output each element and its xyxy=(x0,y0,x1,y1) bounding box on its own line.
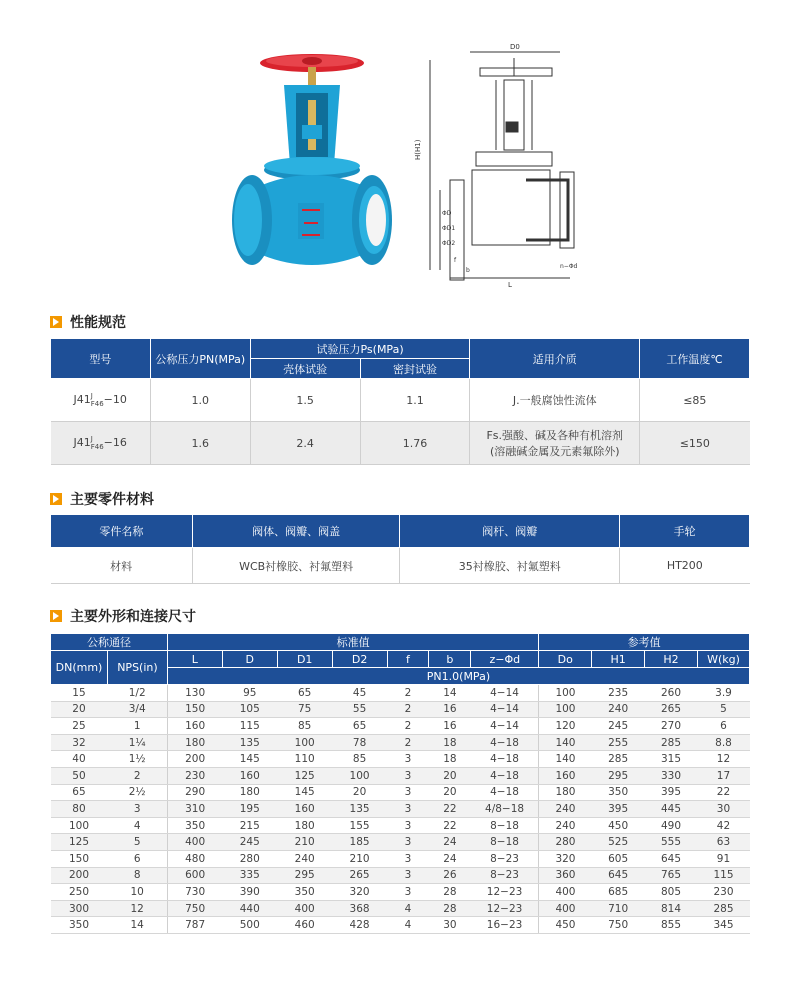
table-cell: 3 xyxy=(387,784,429,801)
table-cell: 730 xyxy=(167,884,222,901)
table-cell: 130 xyxy=(167,685,222,702)
table-cell: 765 xyxy=(645,867,698,884)
table-cell: 4 xyxy=(107,817,167,834)
table-cell: 78 xyxy=(332,734,387,751)
table-cell: 400 xyxy=(539,900,592,917)
table-row xyxy=(51,884,750,901)
table-cell: 2 xyxy=(107,767,167,784)
table-cell: 750 xyxy=(592,917,645,934)
table-cell: 180 xyxy=(277,817,332,834)
table-cell: 8.8 xyxy=(697,734,749,751)
table-cell: 4−18 xyxy=(471,767,539,784)
table-cell: 65 xyxy=(51,784,108,801)
table-cell: 285 xyxy=(592,751,645,768)
label-l: L xyxy=(508,281,512,289)
table-cell: 450 xyxy=(539,917,592,934)
label-d: ΦD xyxy=(442,210,452,217)
table-cell: 3 xyxy=(387,834,429,851)
table-cell: 24 xyxy=(429,850,471,867)
table-row xyxy=(51,701,750,718)
table-cell: 18 xyxy=(429,734,471,751)
table-cell: 480 xyxy=(167,850,222,867)
header-nominal: 公称通径 xyxy=(51,634,168,651)
table-cell: 2 xyxy=(387,701,429,718)
table-cell: 50 xyxy=(51,767,108,784)
arrow-icon xyxy=(50,493,62,505)
table-cell: 3 xyxy=(387,801,429,818)
table-cell: 55 xyxy=(332,701,387,718)
table-cell: 4−14 xyxy=(471,718,539,735)
table-cell: 85 xyxy=(332,751,387,768)
table-cell: 350 xyxy=(592,784,645,801)
table-cell: 28 xyxy=(429,884,471,901)
table-cell: 440 xyxy=(222,900,277,917)
header-seal: 密封试验 xyxy=(360,359,470,379)
table-cell: 4−18 xyxy=(471,751,539,768)
table-cell: 18 xyxy=(429,751,471,768)
table-cell: 240 xyxy=(539,801,592,818)
table-row xyxy=(51,867,750,884)
table-cell: 215 xyxy=(222,817,277,834)
table-cell: 195 xyxy=(222,801,277,818)
table-cell: 350 xyxy=(51,917,108,934)
table-cell: 160 xyxy=(167,718,222,735)
product-images xyxy=(0,0,800,295)
table-cell: 135 xyxy=(332,801,387,818)
table-row xyxy=(51,751,750,768)
table-cell: 500 xyxy=(222,917,277,934)
table-cell: 330 xyxy=(645,767,698,784)
section-material-title: 主要零件材料 xyxy=(50,489,154,509)
table-cell: 20 xyxy=(51,701,108,718)
table-cell: 16 xyxy=(429,701,471,718)
table-cell: 135 xyxy=(222,734,277,751)
section-dimension-title: 主要外形和连接尺寸 xyxy=(50,606,196,626)
table-cell: 12−23 xyxy=(471,900,539,917)
table-cell: 180 xyxy=(167,734,222,751)
table-cell: 25 xyxy=(51,718,108,735)
table-cell: 395 xyxy=(592,801,645,818)
table-cell: 145 xyxy=(222,751,277,768)
table-cell: 240 xyxy=(539,817,592,834)
table-cell: 600 xyxy=(167,867,222,884)
table-cell: 320 xyxy=(539,850,592,867)
table-cell: 1¼ xyxy=(107,734,167,751)
table-cell: 8 xyxy=(107,867,167,884)
label-d0: D0 xyxy=(510,43,520,51)
table-row xyxy=(51,784,750,801)
table-cell: 2 xyxy=(387,718,429,735)
table-cell: 160 xyxy=(277,801,332,818)
label-b: b xyxy=(466,267,470,274)
table-cell: 85 xyxy=(277,718,332,735)
header-pn-class: PN1.0(MPa) xyxy=(167,668,749,685)
table-cell: 645 xyxy=(645,850,698,867)
label-d1: ΦD1 xyxy=(442,225,456,232)
header-nps: NPS(in) xyxy=(107,651,167,685)
table-cell: 125 xyxy=(51,834,108,851)
table-cell: 315 xyxy=(645,751,698,768)
table-row xyxy=(51,850,750,867)
table-cell: 3 xyxy=(107,801,167,818)
section-performance-title: 性能规范 xyxy=(50,312,126,332)
header-reference: 参考值 xyxy=(539,634,750,651)
dimension-table-body xyxy=(51,685,750,934)
table-cell: 460 xyxy=(277,917,332,934)
table-cell: 265 xyxy=(645,701,698,718)
table-cell: 10 xyxy=(107,884,167,901)
table-cell: 12 xyxy=(107,900,167,917)
table-cell: 140 xyxy=(539,751,592,768)
table-cell: 1 xyxy=(107,718,167,735)
table-cell: 350 xyxy=(277,884,332,901)
header-ps: 试验压力Ps(MPa) xyxy=(250,339,470,359)
table-cell: 4−18 xyxy=(471,734,539,751)
table-cell: 280 xyxy=(222,850,277,867)
table-cell: 6 xyxy=(107,850,167,867)
performance-table xyxy=(50,338,750,465)
table-cell: 110 xyxy=(277,751,332,768)
table-cell: 3 xyxy=(387,850,429,867)
header-medium: 适用介质 xyxy=(470,339,640,379)
table-cell: 4/8−18 xyxy=(471,801,539,818)
table-cell: 20 xyxy=(332,784,387,801)
table-cell: 285 xyxy=(697,900,749,917)
table-cell: 250 xyxy=(51,884,108,901)
table-cell: 3/4 xyxy=(107,701,167,718)
table-cell: 16−23 xyxy=(471,917,539,934)
table-cell: 245 xyxy=(592,718,645,735)
table-cell: 3 xyxy=(387,867,429,884)
arrow-icon xyxy=(50,610,62,622)
table-row xyxy=(51,767,750,784)
table-cell: 40 xyxy=(51,751,108,768)
table-cell: 310 xyxy=(167,801,222,818)
table-cell: 390 xyxy=(222,884,277,901)
table-cell: 150 xyxy=(167,701,222,718)
table-cell: 805 xyxy=(645,884,698,901)
table-cell: 4−18 xyxy=(471,784,539,801)
table-cell: 295 xyxy=(592,767,645,784)
table-cell: 2 xyxy=(387,685,429,702)
table-cell: 450 xyxy=(592,817,645,834)
table-cell: 80 xyxy=(51,801,108,818)
table-cell: 645 xyxy=(592,867,645,884)
table-cell: 14 xyxy=(107,917,167,934)
table-cell: 145 xyxy=(277,784,332,801)
table-cell: 814 xyxy=(645,900,698,917)
label-f: f xyxy=(454,257,457,264)
table-cell: 22 xyxy=(697,784,749,801)
table-cell: 100 xyxy=(539,701,592,718)
table-cell: 42 xyxy=(697,817,749,834)
table-cell: 15 xyxy=(51,685,108,702)
header-shell: 壳体试验 xyxy=(250,359,360,379)
table-cell: 1/2 xyxy=(107,685,167,702)
table-cell: 160 xyxy=(539,767,592,784)
table-cell: 5 xyxy=(697,701,749,718)
table-cell: 2½ xyxy=(107,784,167,801)
material-table: 零件名称 阀体、阀瓣、阀盖 阀杆、阀瓣 手轮 材料 WCB衬橡胶、衬氟塑料 35衬橡胶、衬氟塑料 HT200 xyxy=(50,514,750,584)
table-cell: 120 xyxy=(539,718,592,735)
table-cell: 1½ xyxy=(107,751,167,768)
table-cell: 345 xyxy=(697,917,749,934)
table-cell: 180 xyxy=(539,784,592,801)
table-cell: 4−14 xyxy=(471,701,539,718)
arrow-icon xyxy=(50,316,62,328)
table-cell: 3 xyxy=(387,767,429,784)
table-cell: 180 xyxy=(222,784,277,801)
table-cell: 368 xyxy=(332,900,387,917)
table-cell: 100 xyxy=(277,734,332,751)
header-standard: 标准值 xyxy=(167,634,538,651)
table-cell: 555 xyxy=(645,834,698,851)
table-row: J41 J F46 −16 1.6 2.4 1.76 Fs.强酸、碱及各种有机溶剂 (溶融碱金属及元素氟除外) ≤150 xyxy=(51,422,750,465)
table-row xyxy=(51,734,750,751)
table-row xyxy=(51,718,750,735)
table-cell: 235 xyxy=(592,685,645,702)
table-cell: 200 xyxy=(51,867,108,884)
table-cell: 105 xyxy=(222,701,277,718)
table-cell: 8−23 xyxy=(471,867,539,884)
table-cell: 490 xyxy=(645,817,698,834)
table-cell: 63 xyxy=(697,834,749,851)
table-cell: 295 xyxy=(277,867,332,884)
table-cell: 100 xyxy=(539,685,592,702)
table-cell: 285 xyxy=(645,734,698,751)
table-row xyxy=(51,685,750,702)
table-row xyxy=(51,900,750,917)
table-cell: 3.9 xyxy=(697,685,749,702)
valve-drawing xyxy=(410,40,590,290)
table-row xyxy=(51,834,750,851)
table-cell: 395 xyxy=(645,784,698,801)
header-model: 型号 xyxy=(51,339,151,379)
table-cell: 428 xyxy=(332,917,387,934)
header-dn: DN(mm) xyxy=(51,651,108,685)
table-cell: 245 xyxy=(222,834,277,851)
table-cell: 6 xyxy=(697,718,749,735)
table-cell: 28 xyxy=(429,900,471,917)
dimension-table: 公称通径 标准值 参考值 DN(mm) NPS(in) L D D1 D2 f b z−Φd Do H1 H2 W(kg) PN1.0(MPa) 15 1/2 130 95 65 45 2 14 4−14 100 235 260 3.9 20 3/4 150 105 75 55 2 16 4−14 100 240 265 5 25 1 160 115 85 65 2 16 4−14 120 245 270 6 32 1¼ 180 135 100 78 2 18 4−18 140 255 285 8.8 40 1½ 200 145 110 85 3 18 4−18 140 285 315 12 50 2 230 160 125 100 3 20 4−18 160 295 330 17 65 2½ 290 180 145 20 3 20 4−18 180 350 395 22 80 3 310 195 160 135 3 22 4/8−18 240 395 445 30 100 4 350 215 180 155 3 22 8−18 240 450 490 42 125 5 400 245 210 185 3 24 8−18 280 525 555 63 150 6 480 280 240 210 3 24 8−23 320 605 645 91 200 8 600 335 295 265 3 26 8−23 360 645 765 115 250 10 730 390 350 320 3 28 12−23 400 685 805 230 300 12 750 440 400 368 4 28 12−23 400 710 814 285 350 14 787 500 460 428 4 30 16−23 450 750 855 345 xyxy=(50,633,750,934)
table-cell: 445 xyxy=(645,801,698,818)
table-cell: 20 xyxy=(429,784,471,801)
table-cell: 125 xyxy=(277,767,332,784)
table-cell: 8−18 xyxy=(471,834,539,851)
table-cell: 65 xyxy=(277,685,332,702)
table-cell: 320 xyxy=(332,884,387,901)
table-cell: 65 xyxy=(332,718,387,735)
table-cell: 2 xyxy=(387,734,429,751)
table-cell: 750 xyxy=(167,900,222,917)
table-cell: 8−18 xyxy=(471,817,539,834)
table-cell: 140 xyxy=(539,734,592,751)
table-cell: 855 xyxy=(645,917,698,934)
table-row: 材料 WCB衬橡胶、衬氟塑料 35衬橡胶、衬氟塑料 HT200 xyxy=(51,548,750,584)
table-cell: 280 xyxy=(539,834,592,851)
table-cell: 240 xyxy=(277,850,332,867)
table-cell: 12−23 xyxy=(471,884,539,901)
model-cell: J41 J F46 −16 xyxy=(51,422,151,465)
table-cell: 400 xyxy=(539,884,592,901)
table-cell: 4−14 xyxy=(471,685,539,702)
table-cell: 4 xyxy=(387,917,429,934)
table-cell: 12 xyxy=(697,751,749,768)
table-cell: 95 xyxy=(222,685,277,702)
table-cell: 290 xyxy=(167,784,222,801)
table-cell: 200 xyxy=(167,751,222,768)
table-cell: 525 xyxy=(592,834,645,851)
table-cell: 3 xyxy=(387,751,429,768)
label-d2: ΦD2 xyxy=(442,240,456,247)
table-cell: 115 xyxy=(697,867,749,884)
model-cell: J41 J F46 −10 xyxy=(51,379,151,422)
table-cell: 100 xyxy=(51,817,108,834)
table-cell: 26 xyxy=(429,867,471,884)
table-cell: 240 xyxy=(592,701,645,718)
table-cell: 17 xyxy=(697,767,749,784)
table-cell: 30 xyxy=(429,917,471,934)
table-cell: 24 xyxy=(429,834,471,851)
table-cell: 22 xyxy=(429,817,471,834)
table-cell: 255 xyxy=(592,734,645,751)
table-cell: 400 xyxy=(277,900,332,917)
table-cell: 605 xyxy=(592,850,645,867)
table-cell: 160 xyxy=(222,767,277,784)
table-cell: 155 xyxy=(332,817,387,834)
valve-photo xyxy=(222,45,402,285)
table-cell: 185 xyxy=(332,834,387,851)
table-cell: 787 xyxy=(167,917,222,934)
table-cell: 230 xyxy=(697,884,749,901)
table-cell: 30 xyxy=(697,801,749,818)
table-cell: 210 xyxy=(277,834,332,851)
label-nd: n−Φd xyxy=(560,263,578,270)
table-row xyxy=(51,817,750,834)
table-cell: 20 xyxy=(429,767,471,784)
table-cell: 115 xyxy=(222,718,277,735)
table-cell: 150 xyxy=(51,850,108,867)
table-cell: 100 xyxy=(332,767,387,784)
table-cell: 400 xyxy=(167,834,222,851)
table-cell: 91 xyxy=(697,850,749,867)
header-temp: 工作温度℃ xyxy=(640,339,750,379)
table-row: J41 J F46 −10 1.0 1.5 1.1 J.一般腐蚀性流体 ≤85 xyxy=(51,379,750,422)
table-cell: 335 xyxy=(222,867,277,884)
table-cell: 8−23 xyxy=(471,850,539,867)
table-cell: 22 xyxy=(429,801,471,818)
table-cell: 3 xyxy=(387,884,429,901)
table-cell: 270 xyxy=(645,718,698,735)
table-cell: 260 xyxy=(645,685,698,702)
table-cell: 32 xyxy=(51,734,108,751)
table-cell: 685 xyxy=(592,884,645,901)
table-cell: 265 xyxy=(332,867,387,884)
label-h1: H(H1) xyxy=(414,139,422,160)
table-cell: 350 xyxy=(167,817,222,834)
table-row xyxy=(51,801,750,818)
table-cell: 230 xyxy=(167,767,222,784)
table-cell: 710 xyxy=(592,900,645,917)
table-cell: 5 xyxy=(107,834,167,851)
header-pn: 公称压力PN(MPa) xyxy=(150,339,250,379)
table-cell: 45 xyxy=(332,685,387,702)
table-cell: 16 xyxy=(429,718,471,735)
table-cell: 360 xyxy=(539,867,592,884)
table-cell: 14 xyxy=(429,685,471,702)
table-row xyxy=(51,917,750,934)
table-cell: 210 xyxy=(332,850,387,867)
table-cell: 75 xyxy=(277,701,332,718)
table-cell: 3 xyxy=(387,817,429,834)
table-cell: 4 xyxy=(387,900,429,917)
table-cell: 300 xyxy=(51,900,108,917)
